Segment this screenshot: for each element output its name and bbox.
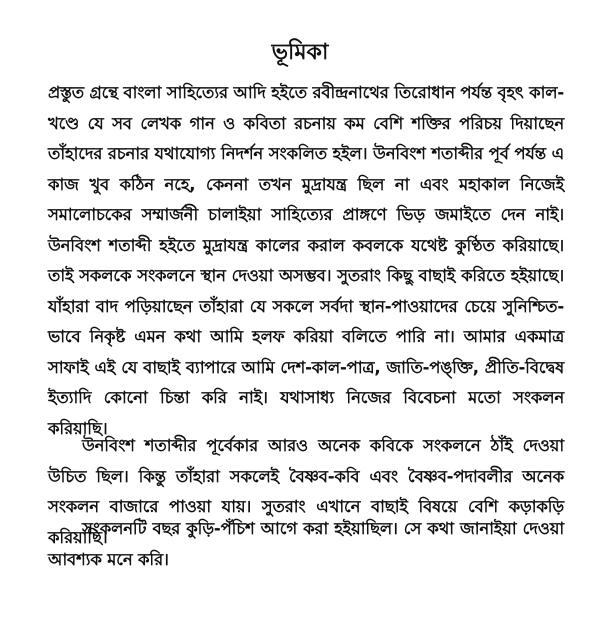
paragraph-3: সংকলনটি বছর কুড়ি-পঁচিশ আগে করা হইয়াছিল। সে কথা জানাইয়া দেওয়া আবশ্যক মনে করি।	[48, 519, 564, 569]
page-title: ভূমিকা	[271, 40, 329, 65]
paragraph-2: উনবিংশ শতাব্দীর পূর্বেকার আরও অনেক কবিকে সংকলনে ঠাঁই দেওয়া উচিত ছিল। কিন্তু তাঁহারা সকলেই বৈষ্ণব-কবি এবং বৈষ্ণব-পদাবলীর অনেক সংকলন বাজারে পাওয়া যায়। সুতরাং এখানে বাছাই বিষয়ে বেশি কড়াকড়ি করিয়াছি।	[48, 436, 564, 547]
paragraph-1: প্রস্তুত গ্রন্থে বাংলা সাহিত্যের আদি হইতে রবীন্দ্রনাথের তিরোধান পর্যন্ত বৃহৎ কাল-খণ্ডে যে সব লেখক গান ও কবিতা রচনায় কম বেশি শক্তির পরিচয় দিয়াছেন তাঁহাদের রচনার যথাযোগ্য নিদর্শন সংকলিত হইল। উনবিংশ শতাব্দীর পূর্ব পর্যন্ত এ কাজ খুব কঠিন নহে, কেননা তখন মুদ্রাযন্ত্র ছিল না এবং মহাকাল নিজেই সমালোচকের সম্মার্জনী চালাইয়া সাহিত্যের প্রাঙ্গণে ভিড় জমাইতে দেন নাই। উনবিংশ শতাব্দী হইতে মুদ্রাযন্ত্র কালের করাল কবলকে যথেষ্ট কুণ্ঠিত করিয়াছে। তাই সকলকে সংকলনে স্থান দেওয়া অসম্ভব। সুতরাং কিছু বাছাই করিতে হইয়াছে। যাঁহারা বাদ পড়িয়াছেন তাঁহারা যে সকলে সর্বদা স্থান-পাওয়াদের চেয়ে সুনিশ্চিত-ভাবে নিকৃষ্ট এমন কথা আমি হলফ করিয়া বলিতে পারি না। আমার একমাত্র সাফাই এই যে বাছাই ব্যাপারে আমি দেশ-কাল-পাত্র, জাতি-পঙ্‌ক্তি, প্রীতি-বিদ্বেষ ইত্যাদি কোনো চিন্তা করি নাই। যথাসাধ্য নিজের বিবেচনা মতো সংকলন করিয়াছি।	[48, 83, 564, 438]
